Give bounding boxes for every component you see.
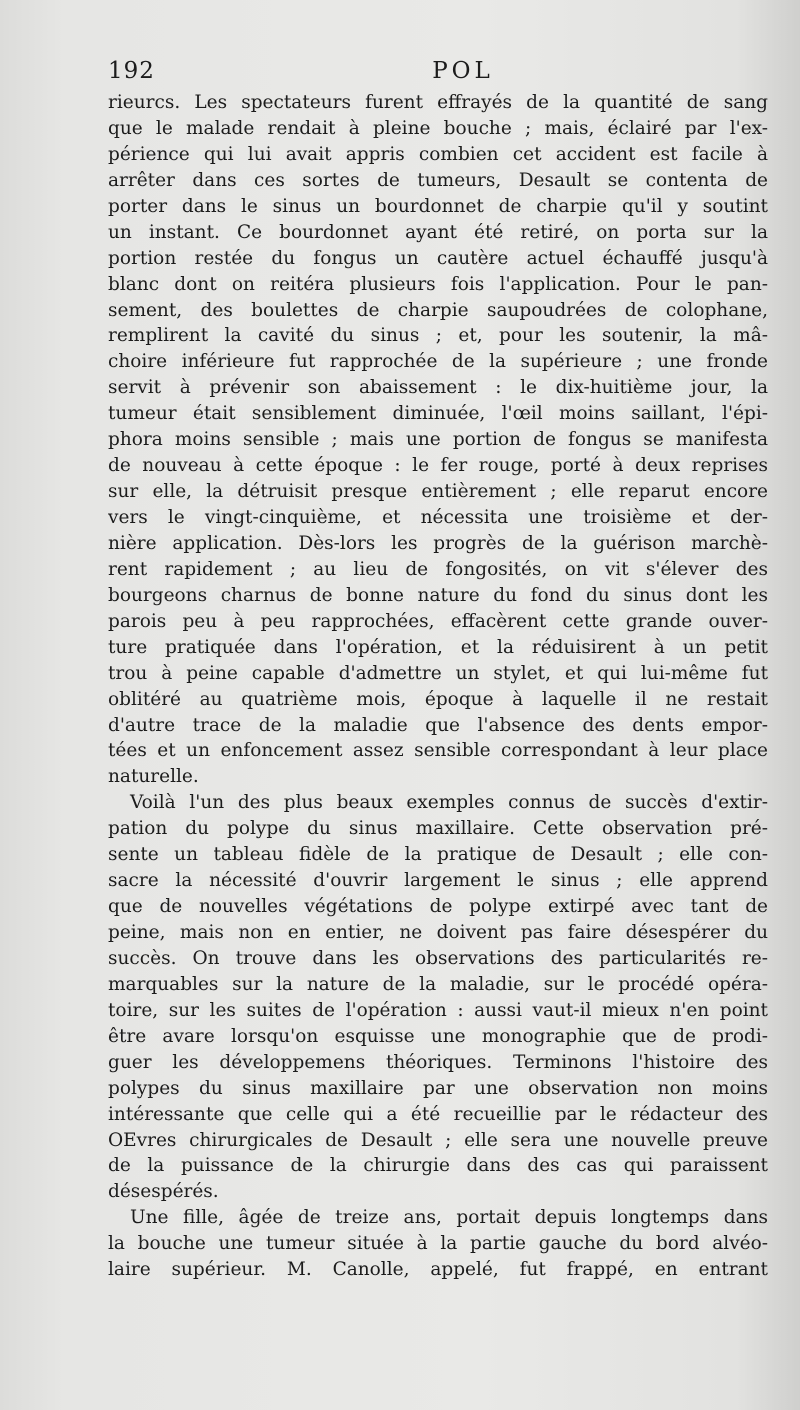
- text-line: Une fille, âgée de treize ans, portait depuis longtemps dans: [130, 1207, 768, 1229]
- paragraph-1: [108, 90, 768, 790]
- text-line: peine, mais non en entier, ne doivent pas faire désespérer du: [108, 922, 768, 943]
- text-line: guer les développemens théoriques. Terminons l'histoire des: [108, 1051, 768, 1073]
- paragraph-2: [108, 790, 768, 1205]
- text-line: d'autre trace de la maladie que l'absence des dents empor-: [108, 714, 768, 736]
- text-line: rent rapidement ; au lieu de fongosités, on vit s'élever des: [108, 558, 768, 580]
- paragraph-3: [108, 1205, 768, 1283]
- text-line: sente un tableau fidèle de la pratique de Desault ; elle con-: [108, 844, 768, 866]
- text-line: portion restée du fongus un cautère actuel échauffé jusqu'à: [108, 247, 768, 269]
- text-line: que de nouvelles végétations de polype extirpé avec tant de: [108, 896, 768, 918]
- text-line: de la puissance de la chirurgie dans des cas qui paraissent: [108, 1155, 768, 1177]
- text-line: sement, des boulettes de charpie saupoudrées de colophane,: [108, 299, 768, 321]
- text-line: tumeur était sensiblement diminuée, l'œil moins saillant, l'épi-: [108, 403, 768, 425]
- text-line: la bouche une tumeur située à la partie gauche du bord alvéo-: [108, 1233, 768, 1255]
- text-line: être avare lorsqu'on esquisse une monographie que de prodi-: [108, 1025, 768, 1047]
- text-line: tées et un enfoncement assez sensible correspondant à leur place: [108, 740, 768, 762]
- text-line: sacre la nécessité d'ouvrir largement le sinus ; elle apprend: [108, 870, 768, 892]
- text-line: sur elle, la détruisit presque entièrement ; elle reparut encore: [108, 481, 768, 503]
- text-line: naturelle.: [108, 766, 199, 788]
- text-line: blanc dont on reitéra plusieurs fois l'application. Pour le pan-: [108, 273, 768, 295]
- text-line: oblitéré au quatrième mois, époque à laquelle il ne restait: [108, 688, 768, 710]
- text-line: succès. On trouve dans les observations des particularités re-: [108, 947, 768, 969]
- text-line: servit à prévenir son abaissement : le dix-huitième jour, la: [108, 377, 768, 399]
- text-line: vers le vingt-cinquième, et nécessita une troisième et der-: [108, 507, 768, 528]
- text-line: de nouveau à cette époque : le fer rouge, porté à deux reprises: [108, 455, 768, 477]
- text-line: toire, sur les suites de l'opération : aussi vaut-il mieux n'en point: [108, 999, 768, 1021]
- text-line: que le malade rendait à pleine bouche ; mais, éclairé par l'ex-: [108, 117, 768, 139]
- text-line: bourgeons charnus de bonne nature du fond du sinus dont les: [108, 584, 768, 606]
- text-line: phora moins sensible ; mais une portion de fongus se manifesta: [108, 429, 768, 451]
- page-number: 192: [108, 58, 155, 84]
- text-line: choire inférieure fut rapprochée de la supérieure ; une fronde: [108, 351, 768, 373]
- text-line: nière application. Dès-lors les progrès de la guérison marchè-: [108, 532, 768, 554]
- page-header: [108, 58, 768, 92]
- text-line: rieurcs. Les spectateurs furent effrayés de la quantité de sang: [108, 92, 768, 113]
- text-line: arrêter dans ces sortes de tumeurs, Desault se contenta de: [108, 169, 768, 191]
- text-line: désespérés.: [108, 1181, 219, 1203]
- text-line: laire supérieur. M. Canolle, appelé, fut frappé, en entrant: [108, 1259, 768, 1281]
- text-line: parois peu à peu rapprochées, effacèrent cette grande ouver-: [108, 610, 768, 632]
- text-line: ture pratiquée dans l'opération, et la réduisirent à un petit: [108, 636, 768, 658]
- text-line: périence qui lui avait appris combien cet accident est facile à: [108, 143, 768, 165]
- text-line: trou à peine capable d'admettre un stylet, et qui lui-même fut: [108, 662, 768, 684]
- text-line: polypes du sinus maxillaire par une observation non moins: [108, 1077, 768, 1099]
- text-line: remplirent la cavité du sinus ; et, pour les soutenir, la mâ-: [108, 325, 768, 347]
- body-text: [108, 90, 768, 1283]
- running-head: POL: [432, 58, 494, 84]
- text-line: intéressante que celle qui a été recueillie par le rédacteur des: [108, 1103, 768, 1125]
- text-line: pation du polype du sinus maxillaire. Cette observation pré-: [108, 818, 768, 840]
- text-line: marquables sur la nature de la maladie, sur le procédé opéra-: [108, 973, 768, 995]
- text-line: Voilà l'un des plus beaux exemples connus de succès d'extir-: [130, 792, 768, 814]
- text-line: un instant. Ce bourdonnet ayant été retiré, on porta sur la: [108, 221, 768, 243]
- text-line: porter dans le sinus un bourdonnet de charpie qu'il y soutint: [108, 195, 768, 217]
- text-line: OEvres chirurgicales de Desault ; elle sera une nouvelle preuve: [108, 1129, 768, 1151]
